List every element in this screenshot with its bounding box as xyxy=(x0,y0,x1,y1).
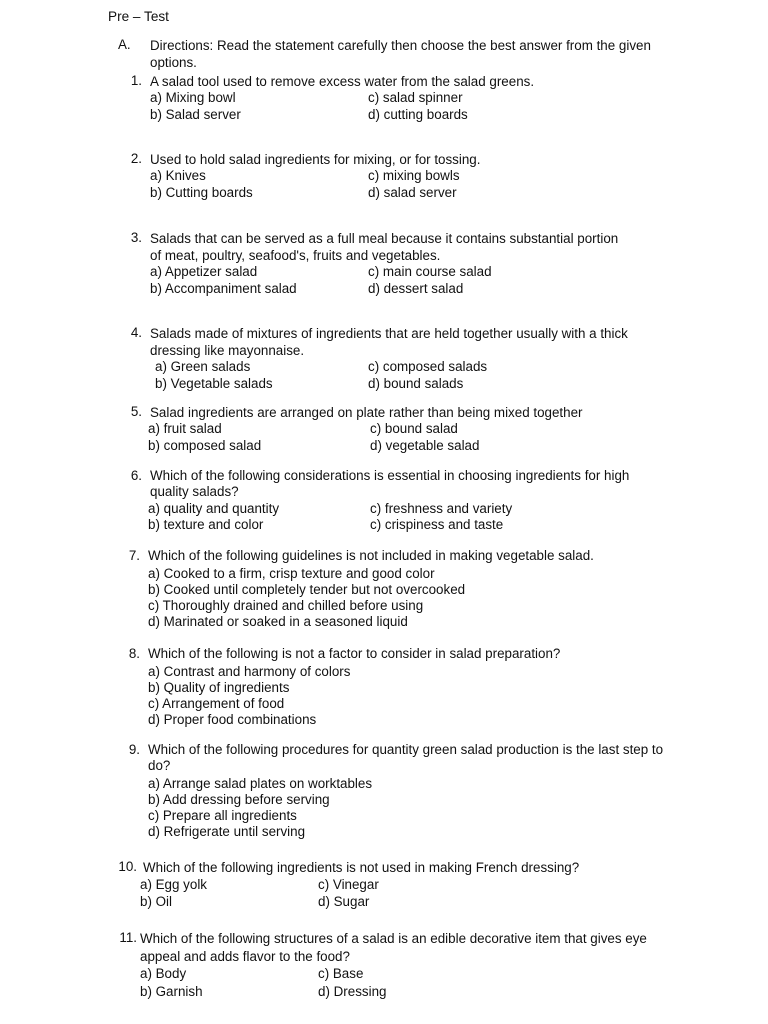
answer-option: d) bound salads xyxy=(368,376,464,391)
question-text: Used to hold salad ingredients for mixing, or for tossing. xyxy=(150,152,481,167)
answer-option: a) quality and quantity xyxy=(148,501,280,516)
answer-option: c) Arrangement of food xyxy=(148,696,285,711)
question-text: A salad tool used to remove excess water from the salad greens. xyxy=(150,74,535,89)
answer-option: a) Contrast and harmony of colors xyxy=(148,664,351,679)
question-text: Salad ingredients are arranged on plate rather than being mixed together xyxy=(150,405,583,420)
answer-option: c) Prepare all ingredients xyxy=(148,808,297,823)
answer-option: a) Egg yolk xyxy=(140,877,207,892)
answer-option: d) Sugar xyxy=(318,894,370,909)
question-number: 11. xyxy=(119,930,137,945)
answer-option: a) Green salads xyxy=(155,359,251,374)
answer-option: a) Appetizer salad xyxy=(150,264,258,279)
answer-option: b) Oil xyxy=(140,894,172,909)
question-text: Salads made of mixtures of ingredients that are held together usually with a thick dressing like mayonnaise. xyxy=(150,326,628,358)
answer-option: a) Cooked to a firm, crisp texture and good color xyxy=(148,566,435,581)
question-text: Which of the following ingredients is not used in making French dressing? xyxy=(143,860,580,875)
answer-option: c) Base xyxy=(318,966,364,981)
answer-option: a) fruit salad xyxy=(148,421,222,436)
question-text: Which of the following procedures for quantity green salad production is the last step to do? xyxy=(148,742,664,773)
answer-option: d) Marinated or soaked in a seasoned liquid xyxy=(148,614,408,629)
question-number: 2. xyxy=(130,151,142,166)
answer-option: c) mixing bowls xyxy=(368,168,460,183)
answer-option: b) composed salad xyxy=(148,438,262,453)
answer-option: b) Cooked until completely tender but not overcooked xyxy=(148,582,466,597)
answer-option: b) Garnish xyxy=(140,984,203,999)
answer-option: c) composed salads xyxy=(368,359,488,374)
question-number: 6. xyxy=(130,468,142,483)
answer-option: c) salad spinner xyxy=(368,90,463,105)
answer-option: a) Mixing bowl xyxy=(150,90,236,105)
question-text: Which of the following is not a factor to consider in salad preparation? xyxy=(148,646,561,661)
answer-option: a) Arrange salad plates on worktables xyxy=(148,776,373,791)
answer-option: d) Proper food combinations xyxy=(148,712,317,727)
answer-option: b) Accompaniment salad xyxy=(150,281,297,296)
answer-option: d) Refrigerate until serving xyxy=(148,824,306,839)
answer-option: d) dessert salad xyxy=(368,281,464,296)
answer-option: b) Add dressing before serving xyxy=(148,792,330,807)
question-number: 9. xyxy=(128,742,140,757)
section-directions: Directions: Read the statement carefully then choose the best answer from the given options. xyxy=(150,38,651,70)
page-title: Pre – Test xyxy=(108,9,169,24)
question-text: Which of the following guidelines is not included in making vegetable salad. xyxy=(148,548,594,563)
question-number: 3. xyxy=(130,230,142,245)
question-number: 7. xyxy=(128,548,140,563)
question-number: 8. xyxy=(128,646,140,661)
question-text: Which of the following structures of a salad is an edible decorative item that gives eye appeal and adds flavor to the food? xyxy=(140,931,647,964)
answer-option: d) Dressing xyxy=(318,984,387,999)
answer-option: b) Cutting boards xyxy=(150,185,253,200)
answer-option: b) Salad server xyxy=(150,107,241,122)
answer-option: c) bound salad xyxy=(370,421,458,436)
question-text: Which of the following considerations is essential in choosing ingredients for high quality salads? xyxy=(150,468,630,499)
answer-option: c) main course salad xyxy=(368,264,492,279)
question-number: 4. xyxy=(130,325,142,340)
answer-option: d) salad server xyxy=(368,185,457,200)
answer-option: a) Knives xyxy=(150,168,206,183)
answer-option: d) vegetable salad xyxy=(370,438,480,453)
section-letter: A. xyxy=(118,37,131,52)
answer-option: b) Quality of ingredients xyxy=(148,680,290,695)
answer-option: d) cutting boards xyxy=(368,107,468,122)
answer-option: b) texture and color xyxy=(148,517,264,532)
answer-option: a) Body xyxy=(140,966,187,981)
answer-option: c) freshness and variety xyxy=(370,501,513,516)
question-number: 10. xyxy=(118,859,137,874)
answer-option: c) Vinegar xyxy=(318,877,379,892)
answer-option: b) Vegetable salads xyxy=(155,376,273,391)
answer-option: c) Thoroughly drained and chilled before using xyxy=(148,598,424,613)
question-number: 5. xyxy=(130,404,142,419)
question-text: Salads that can be served as a full meal because it contains substantial portion of meat, poultry, seafood's, fruits and vegetables. xyxy=(150,231,619,263)
answer-option: c) crispiness and taste xyxy=(370,517,504,532)
question-number: 1. xyxy=(130,73,142,88)
